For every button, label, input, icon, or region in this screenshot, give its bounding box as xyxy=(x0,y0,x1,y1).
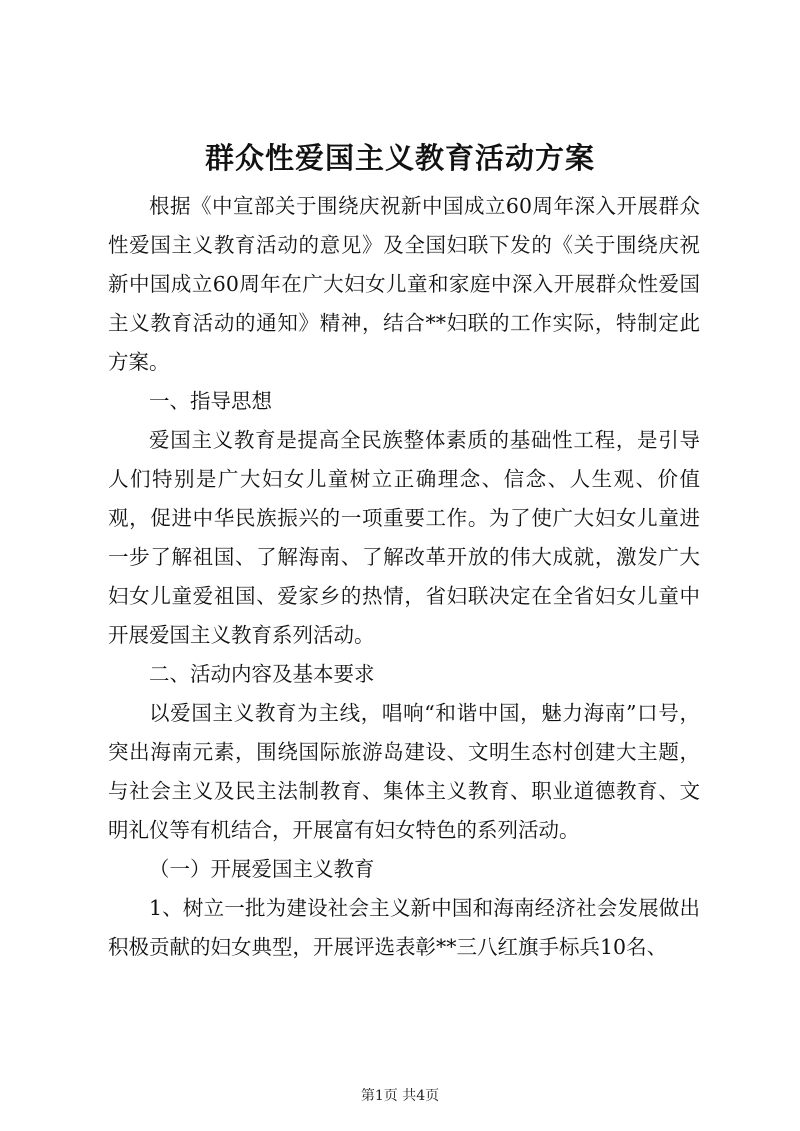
guiding-thought-paragraph: 爱国主义教育是提高全民族整体素质的基础性工程，是引导人们特别是广大妇女儿童树立正确理念、信念、人生观、价值观，促进中华民族振兴的一项重要工作。为了使广大妇女儿童进一步了解祖国、了解海南、了解改革开放的伟大成就，激发广大妇女儿童爱祖国、爱家乡的热情，省妇联决定在全省妇女儿童中开展爱国主义教育系列活动。 xyxy=(108,428,700,647)
document-body xyxy=(108,187,700,967)
page-footer: 第1页 共4页 xyxy=(360,1088,440,1104)
item-paragraph-1: 1、树立一批为建设社会主义新中国和海南经济社会发展做出积极贡献的妇女典型，开展评选表彰**三八红旗手标兵10名、 xyxy=(108,896,700,959)
intro-paragraph: 根据《中宣部关于围绕庆祝新中国成立60周年深入开展群众性爱国主义教育活动的意见》及全国妇联下发的《关于围绕庆祝新中国成立60周年在广大妇女儿童和家庭中深入开展群众性爱国主义教育活动的通知》精神，结合**妇联的工作实际，特制定此方案。 xyxy=(108,194,700,374)
section-heading-activity-content: 二、活动内容及基本要求 xyxy=(149,662,375,686)
subsection-heading-patriotic-education: （一）开展爱国主义教育 xyxy=(149,857,375,881)
section-heading-guiding-thought: 一、指导思想 xyxy=(149,389,272,413)
document-title: 群众性爱国主义教育活动方案 xyxy=(204,141,595,175)
activity-content-paragraph: 以爱国主义教育为主线，唱响“和谐中国，魅力海南”口号，突出海南元素，围绕国际旅游岛建设、文明生态村创建大主题，与社会主义及民主法制教育、集体主义教育、职业道德教育、文明礼仪等有机结合，开展富有妇女特色的系列活动。 xyxy=(108,701,700,842)
